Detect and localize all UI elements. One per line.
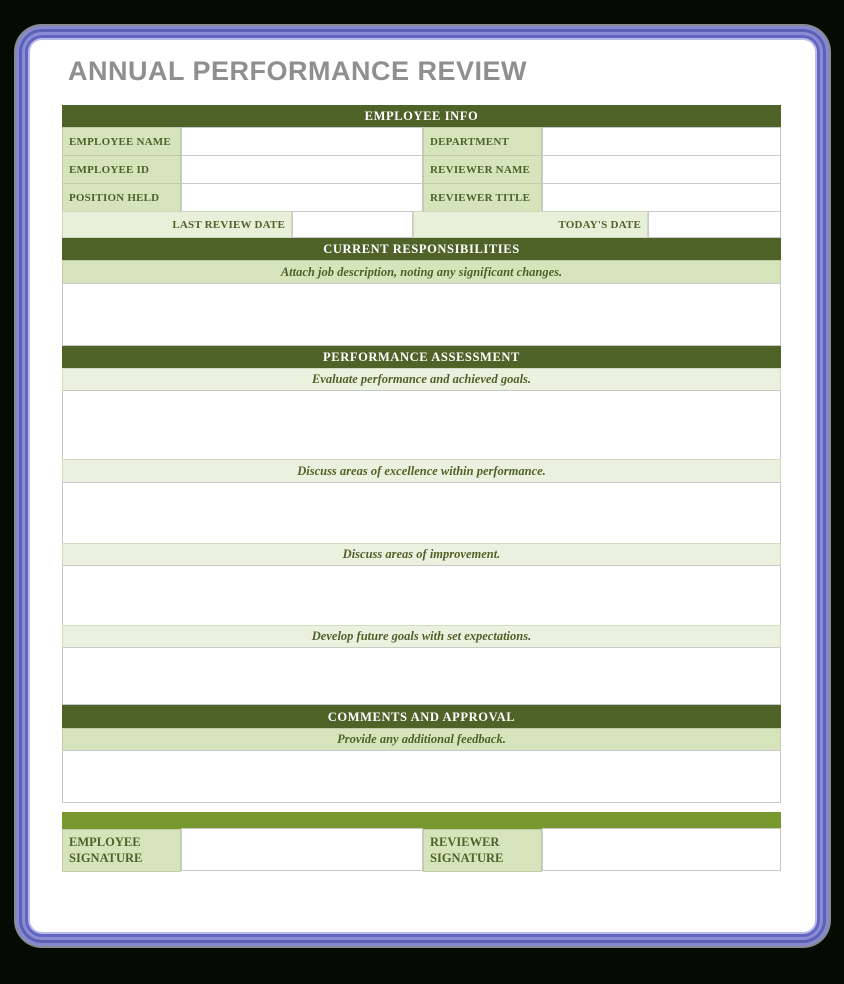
current-responsibilities-prompt: Attach job description, noting any significant changes. — [62, 260, 781, 284]
evaluate-performance-input[interactable] — [62, 390, 781, 460]
employee-name-input[interactable] — [181, 127, 423, 156]
last-review-date-input[interactable] — [292, 211, 413, 238]
current-responsibilities-input[interactable] — [62, 283, 781, 346]
signature-section-divider — [62, 812, 781, 829]
last-review-date-label: LAST REVIEW DATE — [62, 211, 292, 238]
current-responsibilities-header: CURRENT RESPONSIBILITIES — [62, 238, 781, 261]
review-form-page — [30, 40, 815, 932]
reviewer-title-input[interactable] — [542, 183, 781, 212]
employee-signature-label: EMPLOYEE SIGNATURE — [62, 829, 181, 872]
review-dates-row — [62, 212, 781, 238]
department-label: DEPARTMENT — [423, 127, 542, 156]
reviewer-signature-label: REVIEWER SIGNATURE — [423, 829, 542, 872]
department-input[interactable] — [542, 127, 781, 156]
areas-of-excellence-prompt: Discuss areas of excellence within performance. — [62, 459, 781, 483]
todays-date-input[interactable] — [648, 211, 781, 238]
areas-of-improvement-input[interactable] — [62, 565, 781, 626]
reviewer-name-label: REVIEWER NAME — [423, 155, 542, 184]
additional-feedback-input[interactable] — [62, 750, 781, 803]
position-held-input[interactable] — [181, 183, 423, 212]
areas-of-improvement-prompt: Discuss areas of improvement. — [62, 543, 781, 566]
comments-approval-header: COMMENTS AND APPROVAL — [62, 705, 781, 729]
areas-of-excellence-input[interactable] — [62, 482, 781, 544]
future-goals-input[interactable] — [62, 647, 781, 705]
reviewer-name-input[interactable] — [542, 155, 781, 184]
reviewer-signature-input[interactable] — [542, 828, 781, 871]
page-title: ANNUAL PERFORMANCE REVIEW — [68, 56, 528, 86]
employee-signature-input[interactable] — [181, 828, 423, 871]
employee-info-grid — [62, 128, 781, 212]
evaluate-performance-prompt: Evaluate performance and achieved goals. — [62, 368, 781, 391]
reviewer-title-label: REVIEWER TITLE — [423, 183, 542, 212]
employee-info-header: EMPLOYEE INFO — [62, 105, 781, 128]
position-held-label: POSITION HELD — [62, 183, 181, 212]
future-goals-prompt: Develop future goals with set expectations. — [62, 625, 781, 648]
signature-row — [62, 829, 781, 872]
performance-assessment-header: PERFORMANCE ASSESSMENT — [62, 346, 781, 369]
additional-feedback-prompt: Provide any additional feedback. — [62, 728, 781, 751]
employee-id-input[interactable] — [181, 155, 423, 184]
employee-name-label: EMPLOYEE NAME — [62, 127, 181, 156]
employee-id-label: EMPLOYEE ID — [62, 155, 181, 184]
performance-review-form — [62, 105, 781, 872]
todays-date-label: TODAY'S DATE — [413, 211, 648, 238]
